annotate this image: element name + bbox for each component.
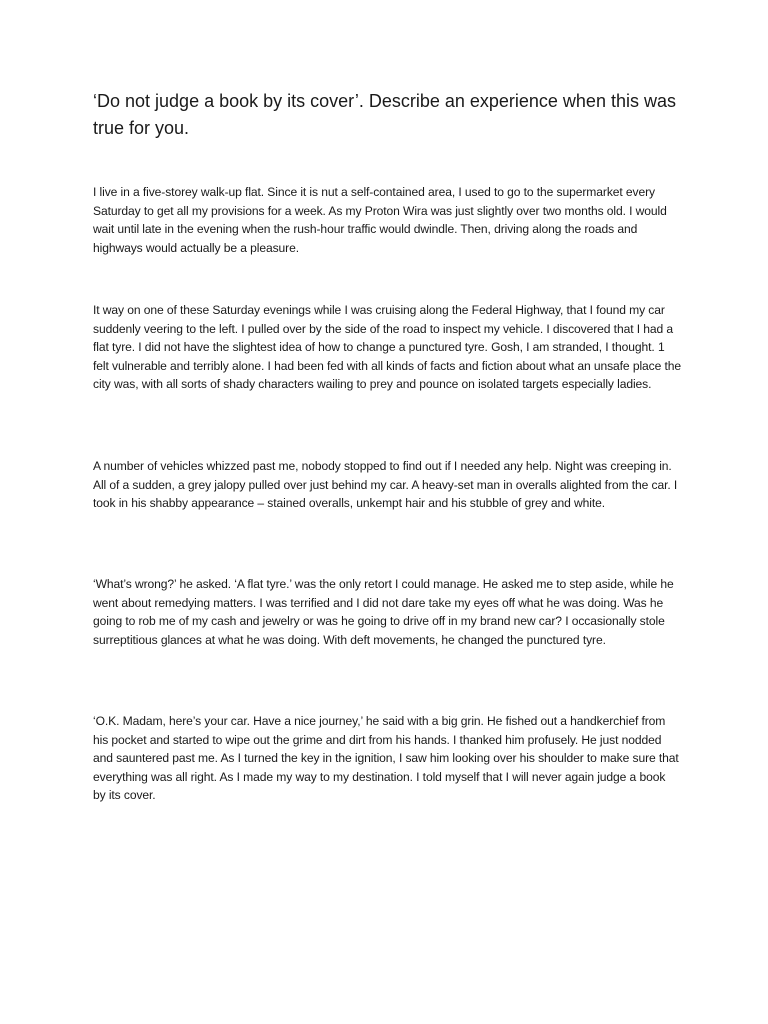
essay-title: ‘Do not judge a book by its cover’. Describe an experience when this was true for you. [93,91,676,138]
essay-paragraph-4: ‘What’s wrong?’ he asked. ‘A flat tyre.’ was the only retort I could manage. He asked me to step aside, while he went about remedying matters. I was terrified and I did not dare take my eyes off what he was doing. Was he going to rob me of my cash and jewelry or was he going to drive off in my brand new car? I occasionally stole surreptitious glances at what he was doing. With deft movements, he changed the punctured tyre. [93,577,674,647]
essay-paragraph-3: A number of vehicles whizzed past me, nobody stopped to find out if I needed any help. Night was creeping in. All of a sudden, a grey jalopy pulled over just behind my car. A heavy-set man in overalls alighted from the car. I took in his shabby appearance – stained overalls, unkempt hair and his stubble of grey and white. [93,459,678,511]
essay-paragraph-2: It way on one of these Saturday evenings while I was cruising along the Federal Highway, that I found my car suddenly veering to the left. I pulled over by the side of the road to inspect my vehicle. I discovered that I had a flat tyre. I did not have the slightest idea of how to change a punctured tyre. Gosh, I am stranded, I thought. 1 felt vulnerable and terribly alone. I had been fed with all kinds of facts and fiction about what an unsafe place the city was, with all sorts of shady characters wailing to prey and pounce on isolated targets especially ladies. [93,303,681,392]
essay-paragraph-1: I live in a five-storey walk-up flat. Since it is nut a self-contained area, I used to go to the supermarket every Saturday to get all my provisions for a week. As my Proton Wira was just slightly over two months old. I would wait until late in the evening when the rush-hour traffic would dwindle. Then, driving along the roads and highways would actually be a pleasure. [93,185,667,255]
essay-paragraph-5: ‘O.K. Madam, here’s your car. Have a nice journey,’ he said with a big grin. He fished out a handkerchief from his pocket and started to wipe out the grime and dirt from his hands. I thanked him profusely. He just nodded and sauntered past me. As I turned the key in the ignition, I saw him looking over his shoulder to make sure that everything was all right. As I made my way to my destination. I told myself that I will never again judge a book by its cover. [93,714,679,803]
